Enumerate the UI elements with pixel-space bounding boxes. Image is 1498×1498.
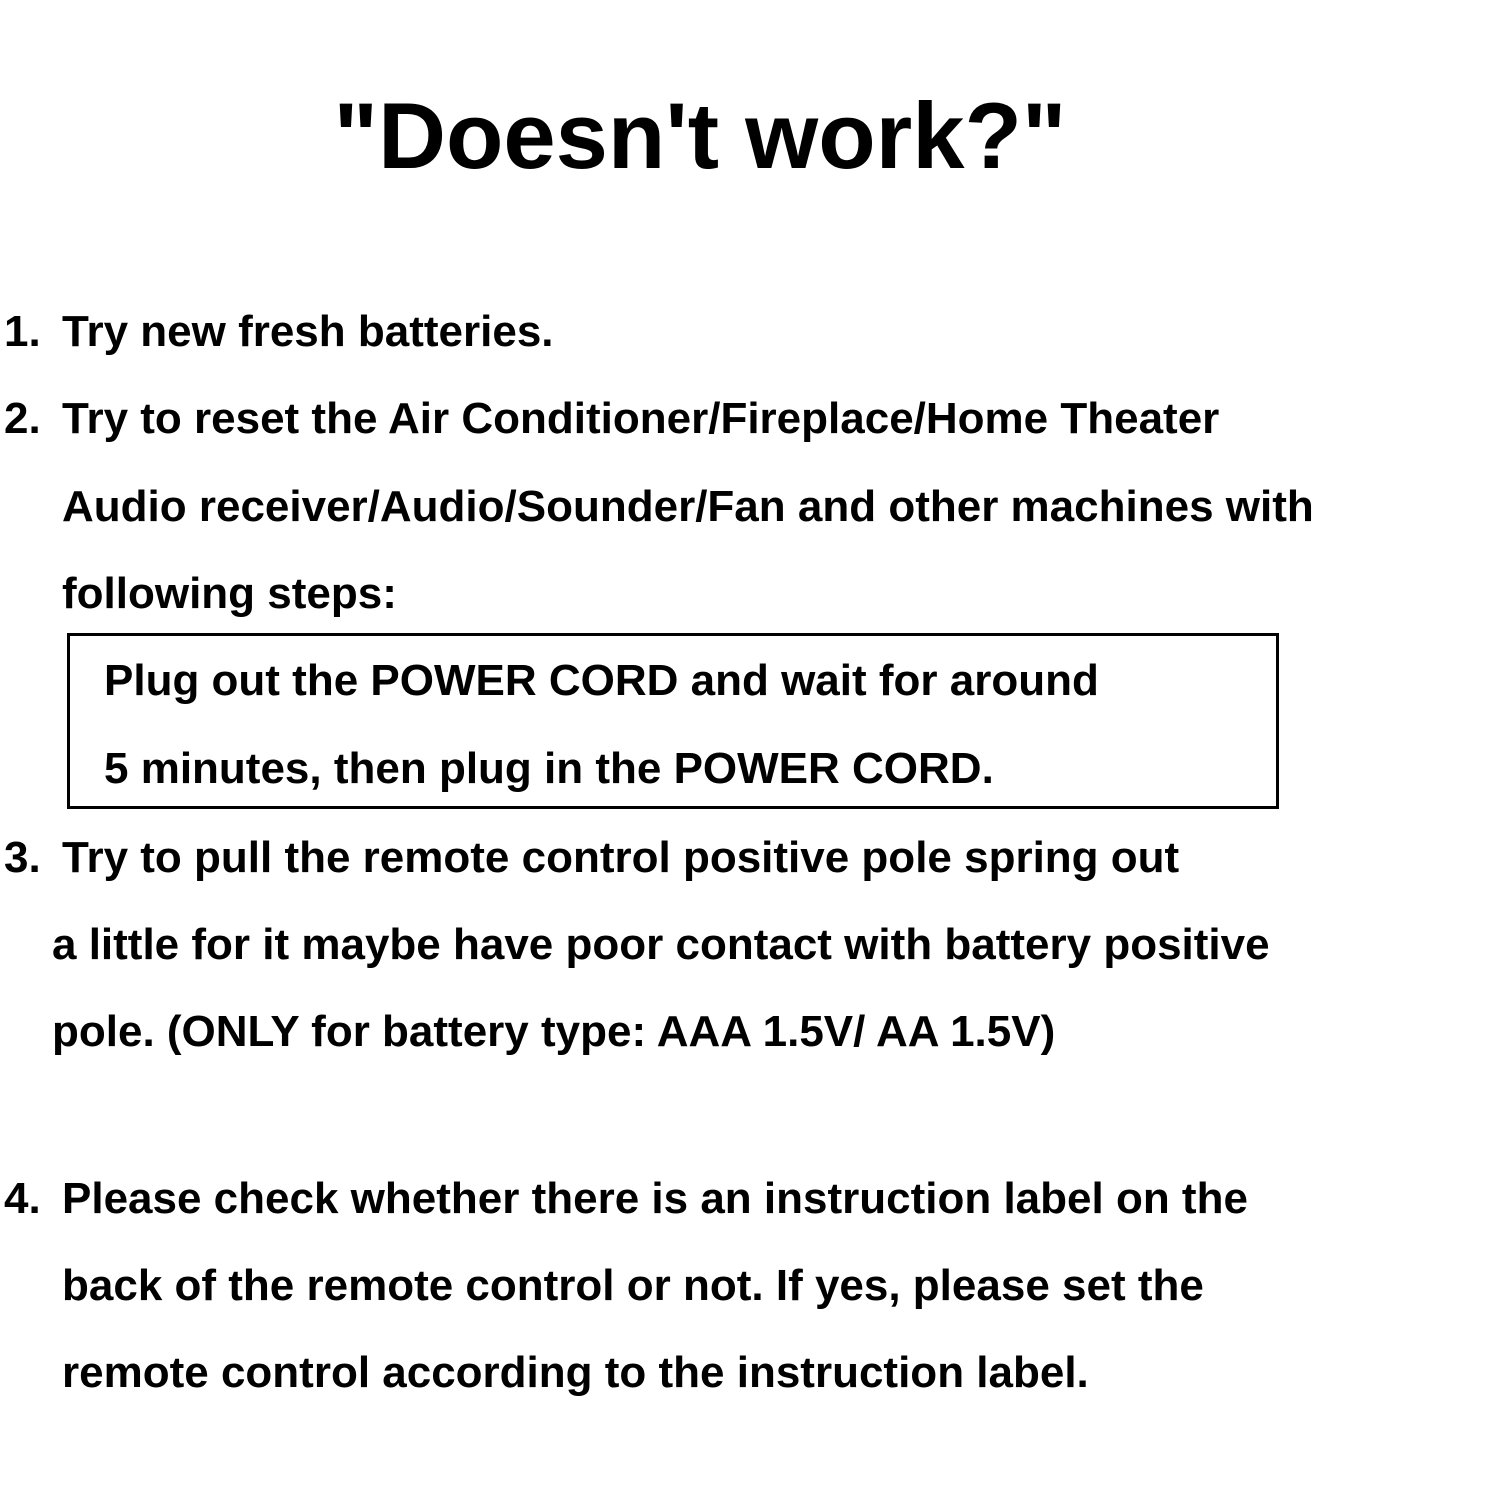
step-text-line: Try to reset the Air Conditioner/Fireplace/Home Theater [62,394,1220,443]
step-text-line: following steps: [62,569,397,618]
step-number: 1. [4,307,41,356]
step-text-line: back of the remote control or not. If yes, please set the [62,1261,1204,1310]
step-text-line: Please check whether there is an instruction label on the [62,1174,1248,1223]
step-number: 4. [4,1174,41,1223]
step-text-line: a little for it maybe have poor contact with battery positive [52,920,1270,969]
step-number: 3. [4,833,41,882]
step-text-line: pole. (ONLY for battery type: AAA 1.5V/ AA 1.5V) [52,1007,1056,1056]
step-text-line: remote control according to the instruction label. [62,1348,1089,1397]
box-text-line: 5 minutes, then plug in the POWER CORD. [104,744,994,793]
step-number: 2. [4,394,41,443]
step-text-line: Try new fresh batteries. [62,307,554,356]
page-title: "Doesn't work?" [333,83,1067,188]
step-text-line: Try to pull the remote control positive pole spring out [62,833,1180,882]
step-text-line: Audio receiver/Audio/Sounder/Fan and other machines with [62,482,1314,531]
box-text-line: Plug out the POWER CORD and wait for around [104,656,1099,705]
